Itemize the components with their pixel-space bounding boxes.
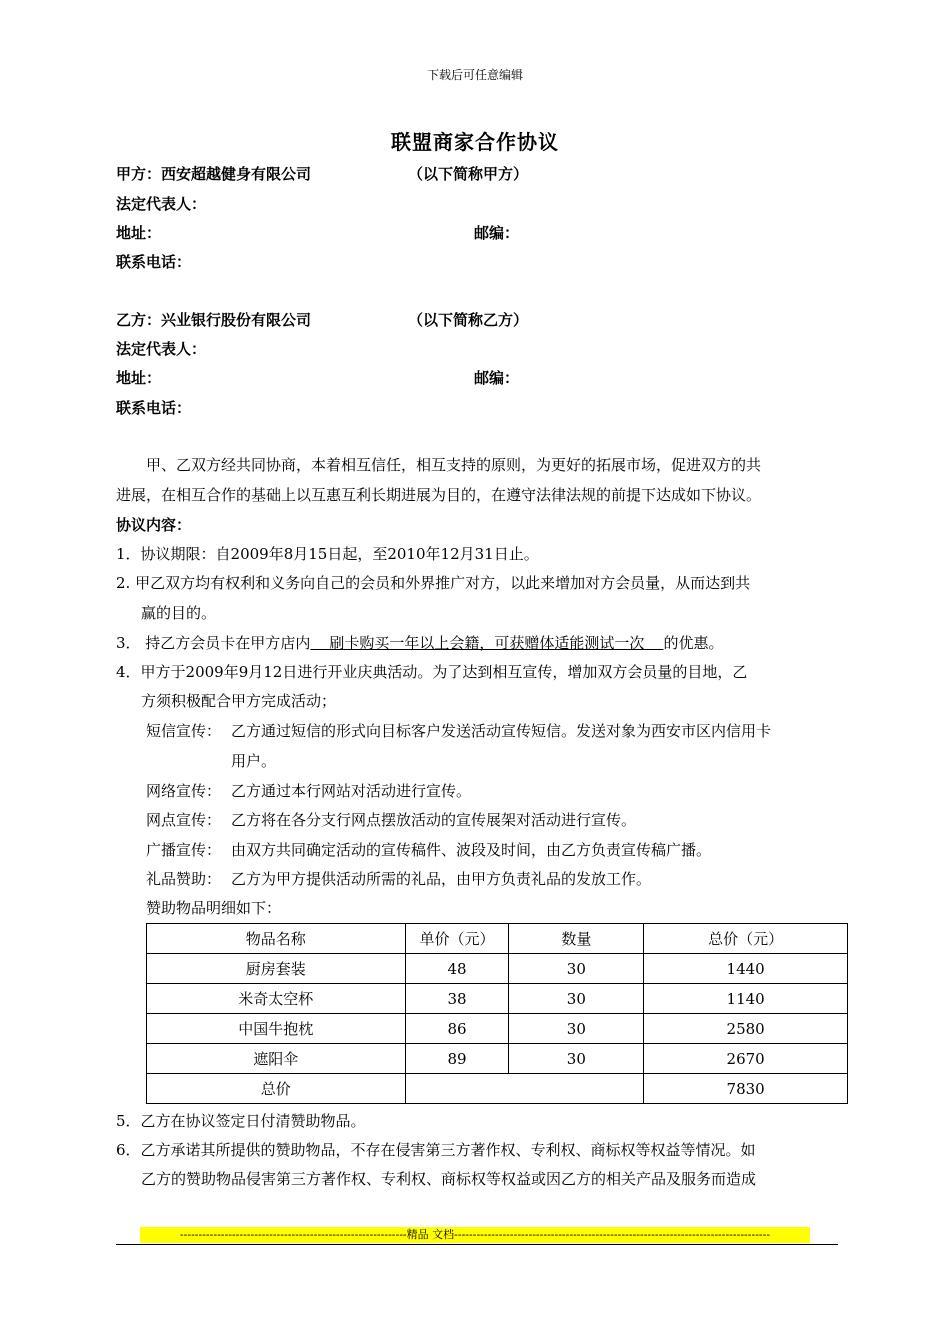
- table-cell: 30: [509, 954, 644, 984]
- table-header-cell: 总价（元）: [644, 924, 848, 954]
- party-b-name: 乙方：兴业银行股份有限公司: [116, 311, 312, 329]
- gift-text: 乙方为甲方提供活动所需的礼品，由甲方负责礼品的发放工作。: [231, 870, 652, 888]
- document-title: 联盟商家合作协议: [391, 130, 559, 154]
- table-cell: 米奇太空杯: [147, 984, 406, 1014]
- table-cell: 1440: [644, 954, 848, 984]
- table-cell: 30: [509, 1014, 644, 1044]
- table-cell: 89: [405, 1044, 509, 1074]
- party-a-name: 甲方：西安超越健身有限公司: [116, 165, 312, 183]
- table-cell: 48: [405, 954, 509, 984]
- total-label-cell: 总价: [147, 1074, 406, 1104]
- party-b-postcode: 邮编：: [474, 369, 520, 387]
- table-cell: 厨房套装: [147, 954, 406, 984]
- table-row: [147, 954, 848, 984]
- table-header-cell: 物品名称: [147, 924, 406, 954]
- table-header-row: [147, 924, 848, 954]
- table-cell: 30: [509, 1044, 644, 1074]
- table-cell: 38: [405, 984, 509, 1014]
- clause-5: 5．乙方在协议签定日付清赞助物品。: [116, 1112, 366, 1130]
- clause-3-underlined: 刷卡购买一年以上会籍，可获赠体适能测试一次: [310, 634, 664, 652]
- table-header-cell: 数量: [509, 924, 644, 954]
- content-heading: 协议内容：: [116, 516, 192, 534]
- table-cell: 遮阳伞: [147, 1044, 406, 1074]
- party-a-alias: （以下简称甲方）: [408, 165, 529, 183]
- party-a-postcode: 邮编：: [474, 224, 520, 242]
- table-cell: 86: [405, 1014, 509, 1044]
- sms-text-line-1: 乙方通过短信的形式向目标客户发送活动宣传短信。发送对象为西安市区内信用卡: [231, 722, 772, 740]
- sms-label: 短信宣传：: [146, 722, 222, 740]
- radio-label: 广播宣传：: [146, 841, 222, 859]
- header-note: 下载后可任意编辑: [426, 68, 523, 82]
- table-cell: 中国牛抱枕: [147, 1014, 406, 1044]
- footer-divider: [116, 1244, 838, 1245]
- clause-6-line-2: 乙方的赞助物品侵害第三方著作权、专利权、商标权等权益或因乙方的相关产品及服务而造成: [141, 1170, 757, 1188]
- party-a-legal-rep: 法定代表人：: [116, 195, 207, 213]
- clause-3-pre: 3． 持乙方会员卡在甲方店内: [116, 634, 311, 652]
- intro-line-2: 进展，在相互合作的基础上以互惠互利长期进展为目的，在遵守法律法规的前提下达成如下协议。: [116, 486, 762, 504]
- table-cell: 2580: [644, 1014, 848, 1044]
- table-row: [147, 1044, 848, 1074]
- sms-text-line-2: 用户。: [231, 752, 277, 770]
- party-b-alias: （以下简称乙方）: [408, 311, 529, 329]
- radio-text: 由双方共同确定活动的宣传稿件、波段及时间，由乙方负责宣传稿广播。: [231, 841, 712, 859]
- table-header-cell: 单价（元）: [405, 924, 509, 954]
- clause-3-post: 的优惠。: [663, 634, 724, 652]
- table-total-row: [147, 1074, 848, 1104]
- total-value-cell: 7830: [644, 1074, 848, 1104]
- table-cell: 30: [509, 984, 644, 1014]
- table-cell: 1140: [644, 984, 848, 1014]
- gift-label: 礼品赞助：: [146, 870, 222, 888]
- detail-heading: 赞助物品明细如下：: [146, 899, 282, 917]
- branch-text: 乙方将在各分支行网点摆放活动的宣传展架对活动进行宣传。: [231, 811, 637, 829]
- clause-1: 1．协议期限：自2009年8月15日起，至2010年12月31日止。: [116, 545, 539, 563]
- clause-4-line-2: 方须积极配合甲方完成活动；: [141, 692, 337, 710]
- clause-6-line-1: 6．乙方承诺其所提供的赞助物品，不存在侵害第三方著作权、专利权、商标权等权益等情况。如: [116, 1141, 756, 1159]
- party-b-address: 地址：: [116, 369, 162, 387]
- party-a-phone: 联系电话：: [116, 253, 192, 271]
- clause-2-line-2: 赢的目的。: [141, 604, 217, 622]
- clause-4-line-1: 4．甲方于2009年9月12日进行开业庆典活动。为了达到相互宣传，增加双方会员量的目地，乙: [116, 663, 748, 681]
- footer-watermark: -------------------------------------------------------------精品 文档-------------------------------------------------------------------------------------: [140, 1227, 810, 1243]
- party-b-phone: 联系电话：: [116, 399, 192, 417]
- total-empty-cell: [405, 1074, 644, 1104]
- table-row: [147, 984, 848, 1014]
- net-text: 乙方通过本行网站对活动进行宣传。: [231, 782, 472, 800]
- branch-label: 网点宣传：: [146, 811, 222, 829]
- table-cell: 2670: [644, 1044, 848, 1074]
- gift-table: [146, 923, 848, 1104]
- party-a-address: 地址：: [116, 224, 162, 242]
- table-row: [147, 1014, 848, 1044]
- intro-line-1: 甲、乙双方经共同协商，本着相互信任，相互支持的原则，为更好的拓展市场，促进双方的共: [146, 456, 762, 474]
- clause-2-line-1: 2. 甲乙双方均有权利和义务向自己的会员和外界推广对方，以此来增加对方会员量，从而达到共: [116, 574, 751, 592]
- net-label: 网络宣传：: [146, 782, 222, 800]
- clause-3: [116, 632, 724, 653]
- party-b-legal-rep: 法定代表人：: [116, 340, 207, 358]
